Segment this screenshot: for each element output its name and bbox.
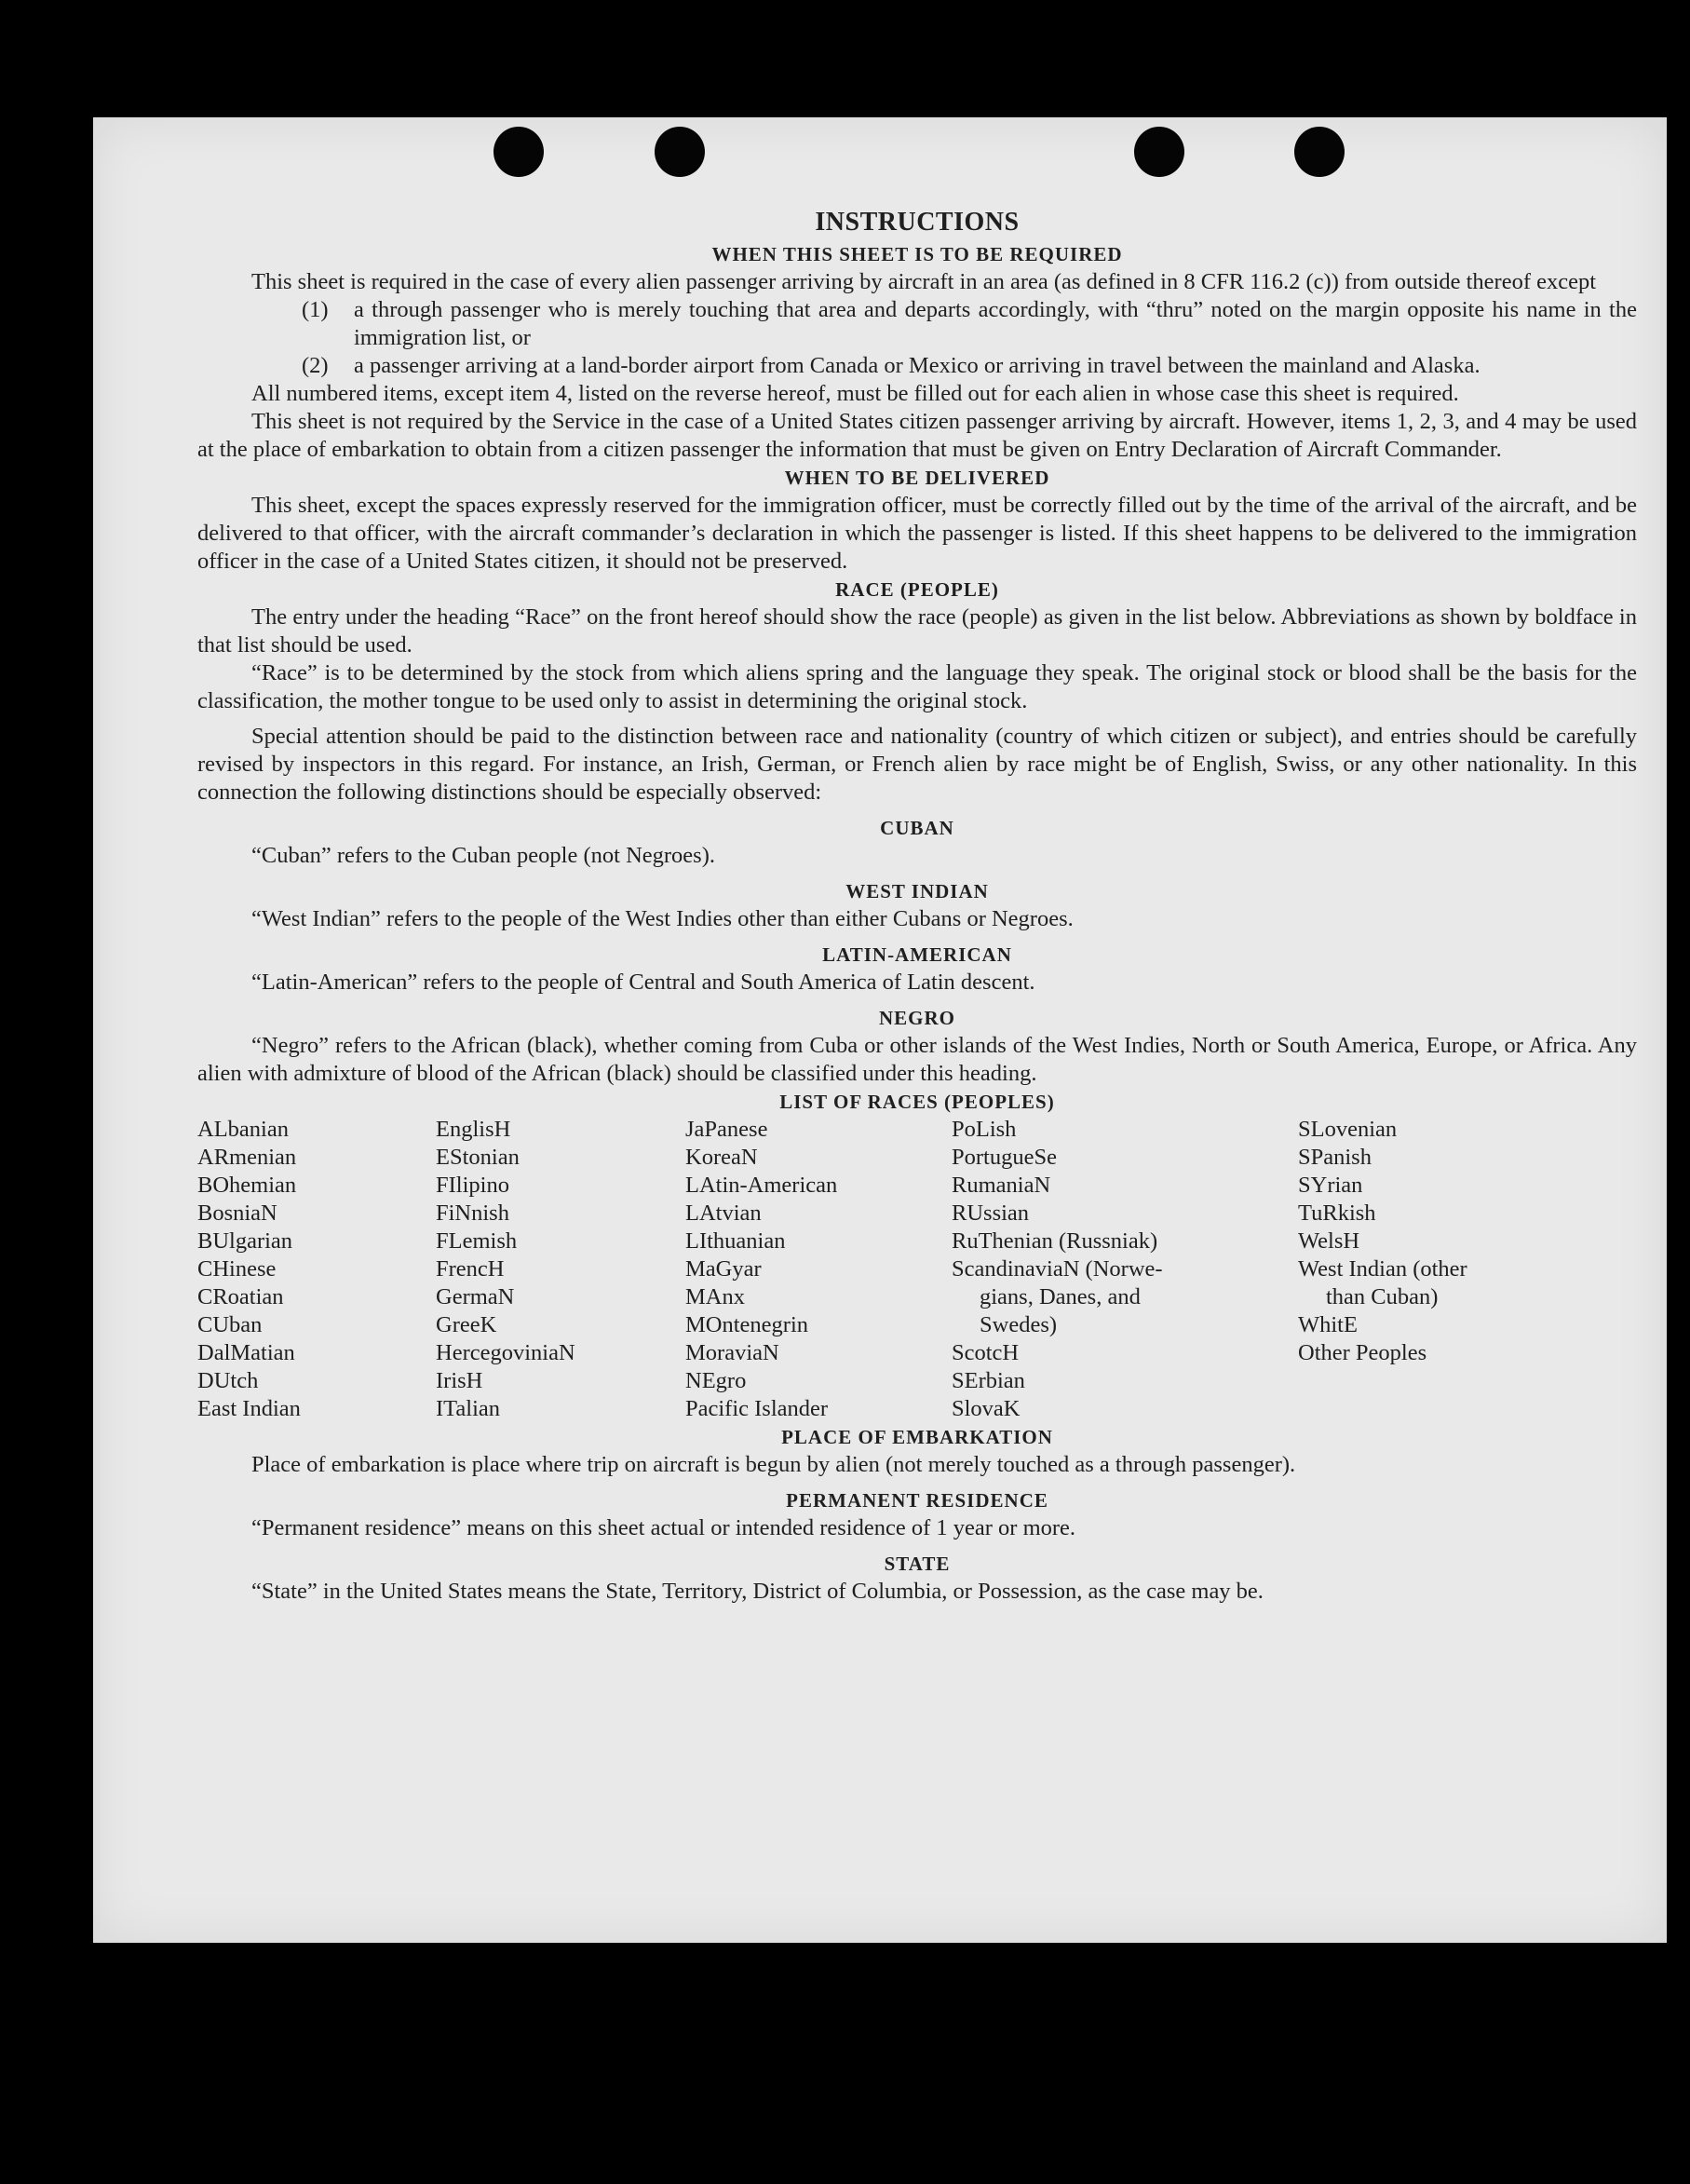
punch-hole xyxy=(1294,127,1345,177)
race-entry: RUssian xyxy=(952,1201,1030,1226)
section-heading-embarkation: PLACE OF EMBARKATION xyxy=(781,1426,1053,1448)
exception-item xyxy=(197,352,1637,380)
page-title: INSTRUCTIONS xyxy=(815,208,1020,237)
race-entry: CRoatian xyxy=(197,1284,284,1309)
race-entry: RuThenian (Russniak) xyxy=(952,1228,1158,1254)
races-column xyxy=(1298,1116,1637,1423)
race-entry: MaGyar xyxy=(685,1256,762,1282)
race-entry: Pacific Islander xyxy=(685,1396,829,1421)
race-entry: IrisH xyxy=(436,1368,483,1393)
race-entry: ARmenian xyxy=(197,1145,297,1170)
race-entry: CUban xyxy=(197,1312,263,1337)
races-table xyxy=(197,1116,1637,1423)
race-entry: ALbanian xyxy=(197,1117,289,1142)
embarkation-text: Place of embarkation is place where trip on aircraft is begun by alien (not merely touched as a through passenger). xyxy=(251,1452,1296,1477)
race-entry: HercegoviniaN xyxy=(436,1340,575,1365)
races-column xyxy=(952,1116,1298,1423)
race-entry: DUtch xyxy=(197,1368,259,1393)
race-entry: East Indian xyxy=(197,1396,301,1421)
item-number: (2) xyxy=(302,353,329,378)
numbered-items-paragraph: All numbered items, except item 4, listed on the reverse hereof, must be filled out for each alien in whose case this sheet is required. xyxy=(251,381,1459,406)
race-entry: SlovaK xyxy=(952,1396,1021,1421)
punch-hole xyxy=(1134,127,1184,177)
section-heading-west-indian: WEST INDIAN xyxy=(845,880,989,902)
race-entry: KoreaN xyxy=(685,1145,758,1170)
item-text: a passenger arriving at a land-border airport from Canada or Mexico or arriving in travel between the mainland and Alaska. xyxy=(354,353,1480,378)
race-entry: LAtvian xyxy=(685,1201,762,1226)
race-entry: SYrian xyxy=(1298,1173,1363,1198)
race-entry: DalMatian xyxy=(197,1340,295,1365)
latin-american-text: “Latin-American” refers to the people of Central and South America of Latin descent. xyxy=(251,970,1035,995)
race-entry: MOntenegrin xyxy=(685,1312,808,1337)
race-entry: MoraviaN xyxy=(685,1340,779,1365)
race-entry: Other Peoples xyxy=(1298,1340,1427,1365)
citizen-paragraph: This sheet is not required by the Service in the case of a United States citizen passenger arriving by aircraft. However, items 1, 2, 3, and 4 may be used at the place of embarkation to obtain from a citizen passenger the information that must be given on Entry Declaration of Aircraft Commander. xyxy=(197,409,1637,462)
race-entry: ScandinaviaN (Norwe- xyxy=(952,1256,1163,1282)
race-entry: JaPanese xyxy=(685,1117,768,1142)
race-entry: EnglisH xyxy=(436,1117,511,1142)
punch-hole xyxy=(655,127,705,177)
race-entry: FIlipino xyxy=(436,1173,509,1198)
race-entry: ScotcH xyxy=(952,1340,1020,1365)
negro-text: “Negro” refers to the African (black), whether coming from Cuba or other islands of the West Indies, North or South America, Europe, or Africa. Any alien with admixture of blood of the African (black) should be classified under this heading. xyxy=(197,1033,1637,1086)
race-entry: SErbian xyxy=(952,1368,1025,1393)
race-entry: PoLish xyxy=(952,1117,1017,1142)
document-sheet xyxy=(93,117,1667,1943)
race-entry: SLovenian xyxy=(1298,1117,1398,1142)
section-heading-list-of-races: LIST OF RACES (PEOPLES) xyxy=(779,1091,1055,1113)
race-entry: gians, Danes, and xyxy=(980,1284,1141,1309)
races-column xyxy=(436,1116,685,1423)
races-column xyxy=(685,1116,952,1423)
race-entry: BosniaN xyxy=(197,1201,277,1226)
item-number: (1) xyxy=(302,297,329,322)
race-entry: ITalian xyxy=(436,1396,501,1421)
cuban-text: “Cuban” refers to the Cuban people (not Negroes). xyxy=(251,843,715,868)
section-heading-when-required: WHEN THIS SHEET IS TO BE REQUIRED xyxy=(711,243,1123,265)
section-heading-state: STATE xyxy=(884,1553,951,1575)
race-entry: PortugueSe xyxy=(952,1145,1057,1170)
when-delivered-text: This sheet, except the spaces expressly reserved for the immigration officer, must be correctly filled out by the time of the arrival of the aircraft, and be delivered to that officer, with the aircraft commander’s declaration in which the passenger is listed. If this sheet happens to be delivered to the immigration officer in the case of a United States citizen, it should not be preserved. xyxy=(197,493,1637,574)
race-entry: MAnx xyxy=(685,1284,745,1309)
when-required-intro: This sheet is required in the case of every alien passenger arriving by aircraft in an area (as defined in 8 CFR 116.2 (c)) from outside thereof except xyxy=(251,269,1597,294)
race-entry: GreeK xyxy=(436,1312,497,1337)
race-entry: FrencH xyxy=(436,1256,505,1282)
punch-hole xyxy=(493,127,544,177)
race-entry: EStonian xyxy=(436,1145,520,1170)
section-heading-race: RACE (PEOPLE) xyxy=(835,578,999,601)
race-entry: WhitE xyxy=(1298,1312,1358,1337)
residence-text: “Permanent residence” means on this sheet actual or intended residence of 1 year or more. xyxy=(251,1515,1076,1540)
state-text: “State” in the United States means the State, Territory, District of Columbia, or Possession, as the case may be. xyxy=(251,1579,1264,1604)
race-entry: FiNnish xyxy=(436,1201,509,1226)
race-paragraph-1: The entry under the heading “Race” on the front hereof should show the race (people) as given in the list below. Abbreviations as shown by boldface in that list should be used. xyxy=(197,604,1637,658)
race-entry: NEgro xyxy=(685,1368,747,1393)
races-column xyxy=(197,1116,436,1423)
race-entry: GermaN xyxy=(436,1284,515,1309)
race-entry: BOhemian xyxy=(197,1173,297,1198)
race-entry: SPanish xyxy=(1298,1145,1372,1170)
race-entry: BUlgarian xyxy=(197,1228,293,1254)
race-entry: TuRkish xyxy=(1298,1201,1376,1226)
section-heading-residence: PERMANENT RESIDENCE xyxy=(786,1489,1048,1512)
section-heading-latin-american: LATIN-AMERICAN xyxy=(822,943,1012,966)
section-heading-negro: NEGRO xyxy=(878,1007,955,1029)
race-entry: WelsH xyxy=(1298,1228,1360,1254)
exception-item xyxy=(197,296,1637,352)
race-entry: West Indian (other xyxy=(1298,1256,1467,1282)
instructions-content xyxy=(197,207,1637,1606)
race-entry: Swedes) xyxy=(980,1312,1058,1337)
section-heading-cuban: CUBAN xyxy=(880,817,954,839)
race-entry: LAtin-American xyxy=(685,1173,838,1198)
west-indian-text: “West Indian” refers to the people of the West Indies other than either Cubans or Negroes. xyxy=(251,906,1074,931)
race-paragraph-2: “Race” is to be determined by the stock from which aliens spring and the language they speak. The original stock or blood shall be the basis for the classification, the mother tongue to be used only to assist in determining the original stock. xyxy=(197,660,1637,713)
race-entry: FLemish xyxy=(436,1228,518,1254)
race-entry: LIthuanian xyxy=(685,1228,786,1254)
race-paragraph-3: Special attention should be paid to the distinction between race and nationality (country of which citizen or subject), and entries should be carefully revised by inspectors in this regard. For instance, an Irish, German, or French alien by race might be of English, Swiss, or any other nationality. In this connection the following distinctions should be especially observed: xyxy=(197,724,1637,805)
section-heading-when-delivered: WHEN TO BE DELIVERED xyxy=(784,467,1050,489)
race-entry: CHinese xyxy=(197,1256,277,1282)
race-entry: RumaniaN xyxy=(952,1173,1051,1198)
item-text: a through passenger who is merely touching that area and departs accordingly, with “thru” noted on the margin opposite his name in the immigration list, or xyxy=(354,297,1637,350)
race-entry: than Cuban) xyxy=(1326,1284,1439,1309)
